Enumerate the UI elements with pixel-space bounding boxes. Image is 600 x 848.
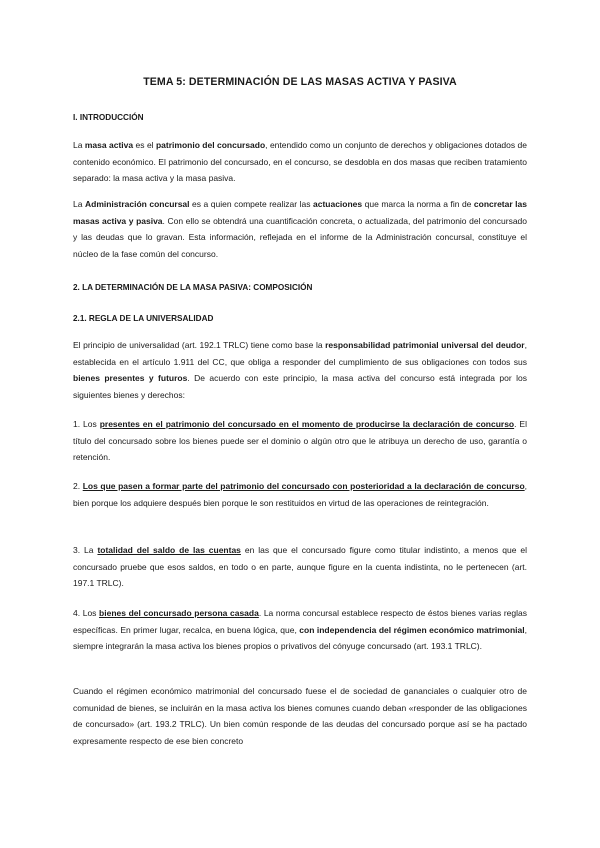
list-item-4: 4. Los bienes del concursado persona casada. La norma concursal establece respecto de éstos bienes varias reglas específicas. En primer lugar, recalca, en buena lógica, que, con independencia del régimen económico matrimonial, siempre integrarán la masa activa los bienes propios o privativos del cónyuge concursado (art. 193.1 TRLC). xyxy=(73,608,528,652)
list-item-1: 1. Los presentes en el patrimonio del concursado en el momento de producirse la declaración de concurso. El título del concursado sobre los bienes puede ser el dominio o algún otro que le atribuya un derecho de uso, garantía o retención. xyxy=(73,419,527,463)
paragraph-principio-universalidad: El principio de universalidad (art. 192.1 TRLC) tiene como base la responsabilidad patrimonial universal del deudor, establecida en el artículo 1.911 del CC, que obliga a responder del cumplimiento de sus obligaciones con todos sus bienes presentes y futuros. De acuerdo con este principio, la masa activa del concurso está integrada por los siguientes bienes y derechos: xyxy=(73,340,527,400)
heading-masa-pasiva: 2. LA DETERMINACIÓN DE LA MASA PASIVA: COMPOSICIÓN xyxy=(73,283,313,292)
document-title: TEMA 5: DETERMINACIÓN DE LAS MASAS ACTIVA Y PASIVA xyxy=(143,76,457,88)
list-item-2: 2. Los que pasen a formar parte del patrimonio del concursado con posterioridad a la declaración de concurso, bien porque los adquiere después bien porque le son restituidos en virtud de las operaciones de reintegración. xyxy=(73,481,528,508)
list-item-3: 3. La totalidad del saldo de las cuentas en las que el concursado figure como titular indistinto, a menos que el concursado pruebe que esos saldos, en todo o en parte, aunque figure en la cuenta indistinta, no le pertenecen (art. 197.1 TRLC). xyxy=(73,545,527,589)
paragraph-regimen-economico: Cuando el régimen económico matrimonial del concursado fuese el de sociedad de gananciales o cualquier otro de comunidad de bienes, se incluirán en la masa activa los bienes comunes cuando deban «responder de las obligaciones de concursado» (art. 193.2 TRLC). Un bien común responde de las deudas del concursado porque así se ha pactado expresamente respecto de ese bien concreto xyxy=(73,686,527,746)
paragraph-masa-activa: La masa activa es el patrimonio del concursado, entendido como un conjunto de derechos y obligaciones dotados de contenido económico. El patrimonio del concursado, en el concurso, se desdobla en dos masas que reciben tratamiento separado: la masa activa y la masa pasiva. xyxy=(73,140,527,184)
heading-introduccion: I. INTRODUCCIÓN xyxy=(73,113,144,122)
paragraph-administracion-concursal: La Administración concursal es a quien compete realizar las actuaciones que marca la norma a fin de concretar las masas activa y pasiva. Con ello se obtendrá una cuantificación concreta, o actualizada, del patrimonio del concursado y las deudas que lo gravan. Esta información, reflejada en el informe de la Administración concursal, constituye el núcleo de la fase común del concurso. xyxy=(73,199,528,259)
heading-regla-universalidad: 2.1. REGLA DE LA UNIVERSALIDAD xyxy=(73,314,214,323)
